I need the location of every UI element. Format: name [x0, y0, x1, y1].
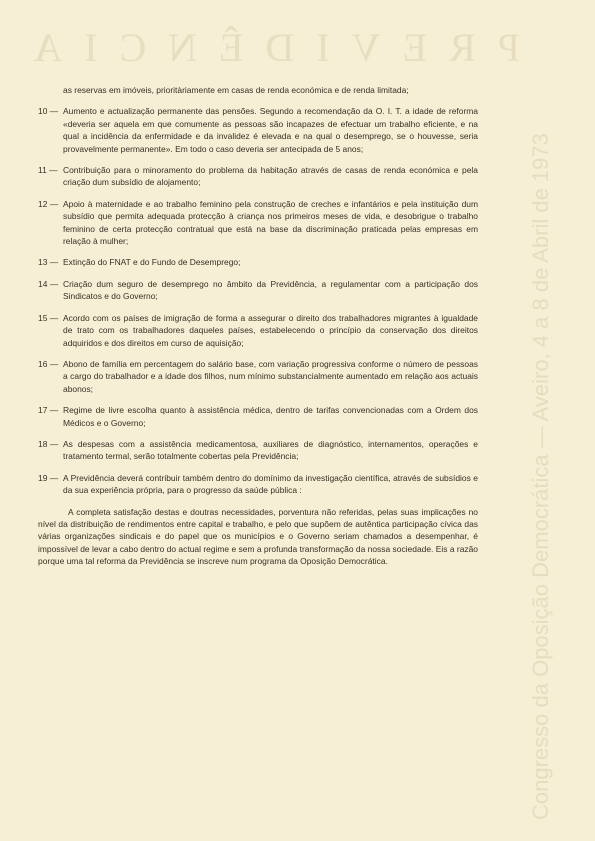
intro-paragraph: as reservas em imóveis, prioritàriamente em casas de renda económica e de renda limitada;	[63, 85, 409, 95]
item-number: 15 —	[38, 312, 59, 323]
item-number: 17 —	[38, 405, 59, 416]
item-number: 19 —	[38, 472, 59, 483]
item-number: 12 —	[38, 198, 59, 209]
show-through-heading: PREVIDÊNCIA	[11, 25, 520, 70]
closing-paragraph: A completa satisfação destas e doutras necessidades, porventura não referidas, pelas suas implicações no nível da distribuição de rendimentos entre capital e trabalho, e pelo que supõem de autêntica participação cívica das várias organizações sindicais e do papel que os municípios e o Governo seriam chamados a desempenhar, é impossível de levar a cabo dentro do actual regime e sem a profunda transformação da nossa sociedade. Eis a razão porque uma tal reforma da Previdência se inscreve num programa da Oposição Democrática.	[38, 506, 478, 567]
item-text: A Previdência deverá contribuir também dentro do domínimo da investigação científica, através de subsídios e da sua experiência própria, para o progresso da saúde pública :	[63, 472, 478, 496]
list-item-18	[38, 438, 478, 463]
item-number: 11 —	[38, 165, 58, 176]
item-text: Apoio à maternidade e ao trabalho feminino pela construção de creches e infantários e pela instituição dum subsídio que permita adequada protecção à criança nos primeiros meses de vida, e desobrigue o trabalho feminino de certa protecção contratual que está na base da discriminação praticada pelas empresas em relação à mulher;	[63, 198, 478, 247]
list-item-13	[38, 256, 478, 268]
item-number: 16 —	[38, 358, 59, 369]
item-text: As despesas com a assistência medicamentosa, auxiliares de diagnóstico, internamentos, operações e tratamento termal, serão totalmente cobertas pela Previdência;	[63, 438, 478, 462]
item-text: Aumento e actualização permanente das pensões. Segundo a recomendação da O. I. T. a idade de reforma «deveria ser aquela em que comumente as pessoas são incapazes de efectuar um trabalho eficiente, e na qual a incidência da enfermidade e da invalidez é elevada e na qual o desemprego, se o houvesse, seria provavelmente permanente». Em todo o caso deveria ser antecipada de 5 anos;	[63, 106, 478, 154]
item-text: Criação dum seguro de desemprego no âmbito da Previdência, a regulamentar com a participação dos Sindicatos e do Governo;	[63, 278, 478, 302]
item-text: Extinção do FNAT e do Fundo de Desemprego;	[63, 257, 241, 268]
document-body	[38, 84, 478, 568]
item-text: Abono de família em percentagem do salário base, com variação progressiva conforme o número de pessoas a cargo do trabalhador e a idade dos filhos, num mínimo substancialmente aumentado em relação aos actuais abonos;	[63, 358, 478, 394]
list-item-14	[38, 278, 478, 303]
item-text: Regime de livre escolha quanto à assistência médica, dentro de tarifas convencionadas com a Ordem dos Médicos e o Governo;	[63, 405, 478, 428]
list-item-10	[38, 105, 478, 155]
item-number: 13 —	[38, 257, 59, 268]
list-item-16	[38, 358, 478, 395]
item-number: 10 —	[38, 106, 59, 117]
item-text: Acordo com os países de imigração de forma a assegurar o direito dos trabalhadores migrantes à igualdade de trato com os trabalhadores daqueles países, estabelecendo o princípio da conservação dos direitos adquiridos e dos direitos em curso de aquisição;	[63, 312, 478, 348]
item-number: 18 —	[38, 438, 59, 449]
list-item-12	[38, 198, 478, 248]
list-item-19	[38, 472, 478, 497]
item-number: 14 —	[38, 278, 59, 289]
show-through-side-text: Congresso da Oposição Democrática — Aveiro, 4 a 8 de Abril de 1973	[528, 133, 553, 820]
list-item-15	[38, 312, 478, 349]
list-item-17	[38, 404, 478, 429]
item-text: Contribuição para o minoramento do problema da habitação através de casas de renda económica e pela criação dum subsídio de alojamento;	[63, 165, 478, 188]
list-item-11	[38, 164, 478, 189]
